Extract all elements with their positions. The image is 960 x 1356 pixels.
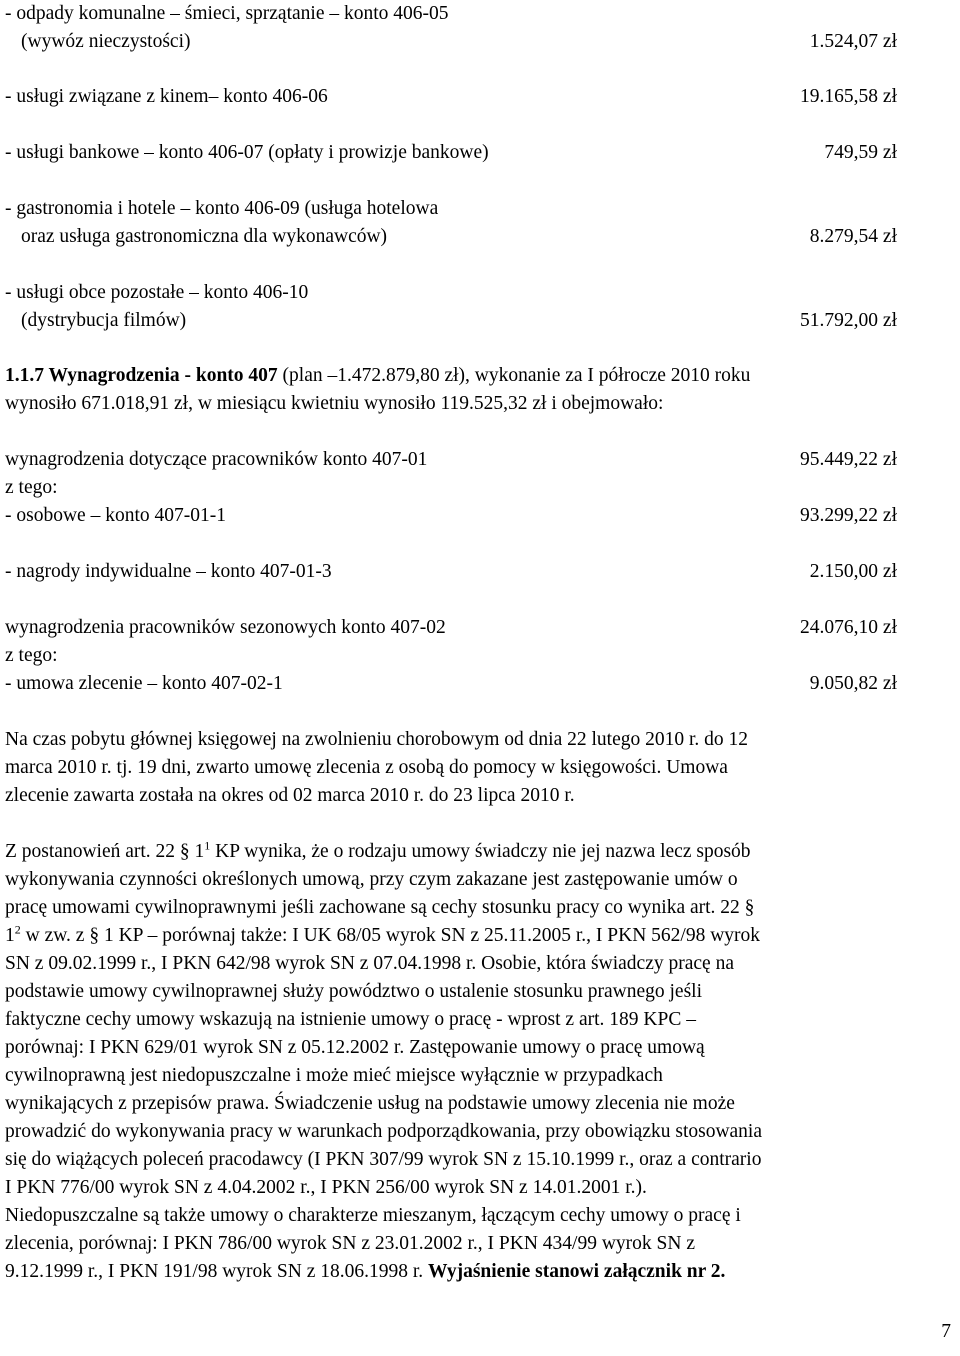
item-label: wynagrodzenia dotyczące pracowników konto 407-01 <box>5 449 428 470</box>
item-label: - nagrody indywidualne – konto 407-01-3 <box>5 561 332 582</box>
item-amount: 19.165,58 zł <box>800 86 897 107</box>
item-amount: 9.050,82 zł <box>809 673 897 694</box>
item-label-cont: (wywóz nieczystości) <box>21 31 191 52</box>
item-amount: 8.279,54 zł <box>809 226 897 247</box>
item-label-cont: (dystrybucja filmów) <box>21 310 187 331</box>
item-label: - usługi obce pozostałe – konto 406-10 <box>5 282 309 303</box>
section-plan-text: (plan –1.472.879,80 zł), wykonanie za I półrocze 2010 roku <box>277 365 751 386</box>
page-number: 7 <box>941 1321 951 1342</box>
paragraph-legal: Z postanowień art. 22 § $1^1$ KP wynika, że o rodzaju umowy świadczy nie jej nazwa lecz sposób wykonywania czynności określonych umową, przy czym zakazane jest zastępowanie umów o pracę umowami cywilnoprawnymi jeśli zachowane są cechy stosunku pracy co wynika art. 22 § $1^2$ w zw. z § 1 KP – porównaj także: I UK 68/05 wyrok SN z 25.11.2005 r., I PKN 562/98 wyrok SN z 09.02.1999 r., I PKN 642/98 wyrok SN z 07.04.1998 r. Osobie, która świadczy pracę na podstawie umowy cywilnoprawnej służy powództwo o ustalenie stosunku prawnego jeśli faktyczne cechy umowy wskazują na istnienie umowy o pracę - wprost z art. 189 KPC – porównaj: I PKN 629/01 wyrok SN z 05.12.2002 r. Zastępowanie umowy o pracę umową cywilnoprawną jest niedopuszczalne i może mieć miejsce wyłącznie w przypadkach wynikających z przepisów prawa. Świadczenie usług na podstawie umowy zlecenia nie może prowadzić do wykonywania pracy w warunkach podporządkowania, przy obowiązku stosowania się do wiążących poleceń pracodawcy (I PKN 307/99 wyrok SN z 15.10.1999 r., oraz a contrario I PKN 776/00 wyrok SN z 4.04.2002 r., I PKN 256/00 wyrok SN z 14.01.2001 r.). Niedopuszczalne są także umowy o charakterze mieszanym, łączącym cechy umowy o pracę i zlecenia, porównaj: I PKN 786/00 wyrok SN z 23.01.2002 r., I PKN 434/99 wyrok SN z 9.12.1999 r., I PKN 191/98 wyrok SN z 18.06.1998 r. Wyjaśnienie stanowi załącznik nr 2. <box>5 838 763 1282</box>
item-label: - gastronomia i hotele – konto 406-09 (usługa hotelowa <box>5 198 439 219</box>
item-amount: 2.150,00 zł <box>809 561 897 582</box>
item-label: - odpady komunalne – śmieci, sprzątanie – konto 406-05 <box>5 3 449 24</box>
item-label: - usługi bankowe – konto 406-07 (opłaty i prowizje bankowe) <box>5 142 489 163</box>
attachment-note: Wyjaśnienie stanowi załącznik nr 2. <box>428 1261 726 1282</box>
item-amount: 95.449,22 zł <box>800 449 897 470</box>
paragraph-contract-info: Na czas pobytu głównej księgowej na zwolnieniu chorobowym od dnia 22 lutego 2010 r. do 12 marca 2010 r. tj. 19 dni, zwarto umowę zlecenia z osobą do pomocy w księgowości. Umowa zlecenie zawarta została na okres od 02 marca 2010 r. do 23 lipca 2010 r. <box>5 729 749 806</box>
expense-item-406-05 <box>5 0 897 56</box>
section-summary: wynosiło 671.018,91 zł, w miesiącu kwietniu wynosiło 119.525,32 zł i obejmowało: <box>5 393 664 414</box>
item-label: wynagrodzenia pracowników sezonowych konto 407-02 <box>5 617 446 638</box>
section-heading-paragraph <box>5 362 955 418</box>
item-amount: 51.792,00 zł <box>800 310 897 331</box>
item-amount: 24.076,10 zł <box>800 617 897 638</box>
item-amount: 749,59 zł <box>824 142 897 163</box>
item-label: - usługi związane z kinem– konto 406-06 <box>5 86 328 107</box>
item-label: - osobowe – konto 407-01-1 <box>5 505 226 526</box>
item-amount: 1.524,07 zł <box>809 31 897 52</box>
item-amount: 93.299,22 zł <box>800 505 897 526</box>
section-heading: 1.1.7 Wynagrodzenia - konto 407 <box>5 365 278 386</box>
item-label: - umowa zlecenie – konto 407-02-1 <box>5 673 283 694</box>
item-label-cont: oraz usługa gastronomiczna dla wykonawców) <box>21 226 388 247</box>
